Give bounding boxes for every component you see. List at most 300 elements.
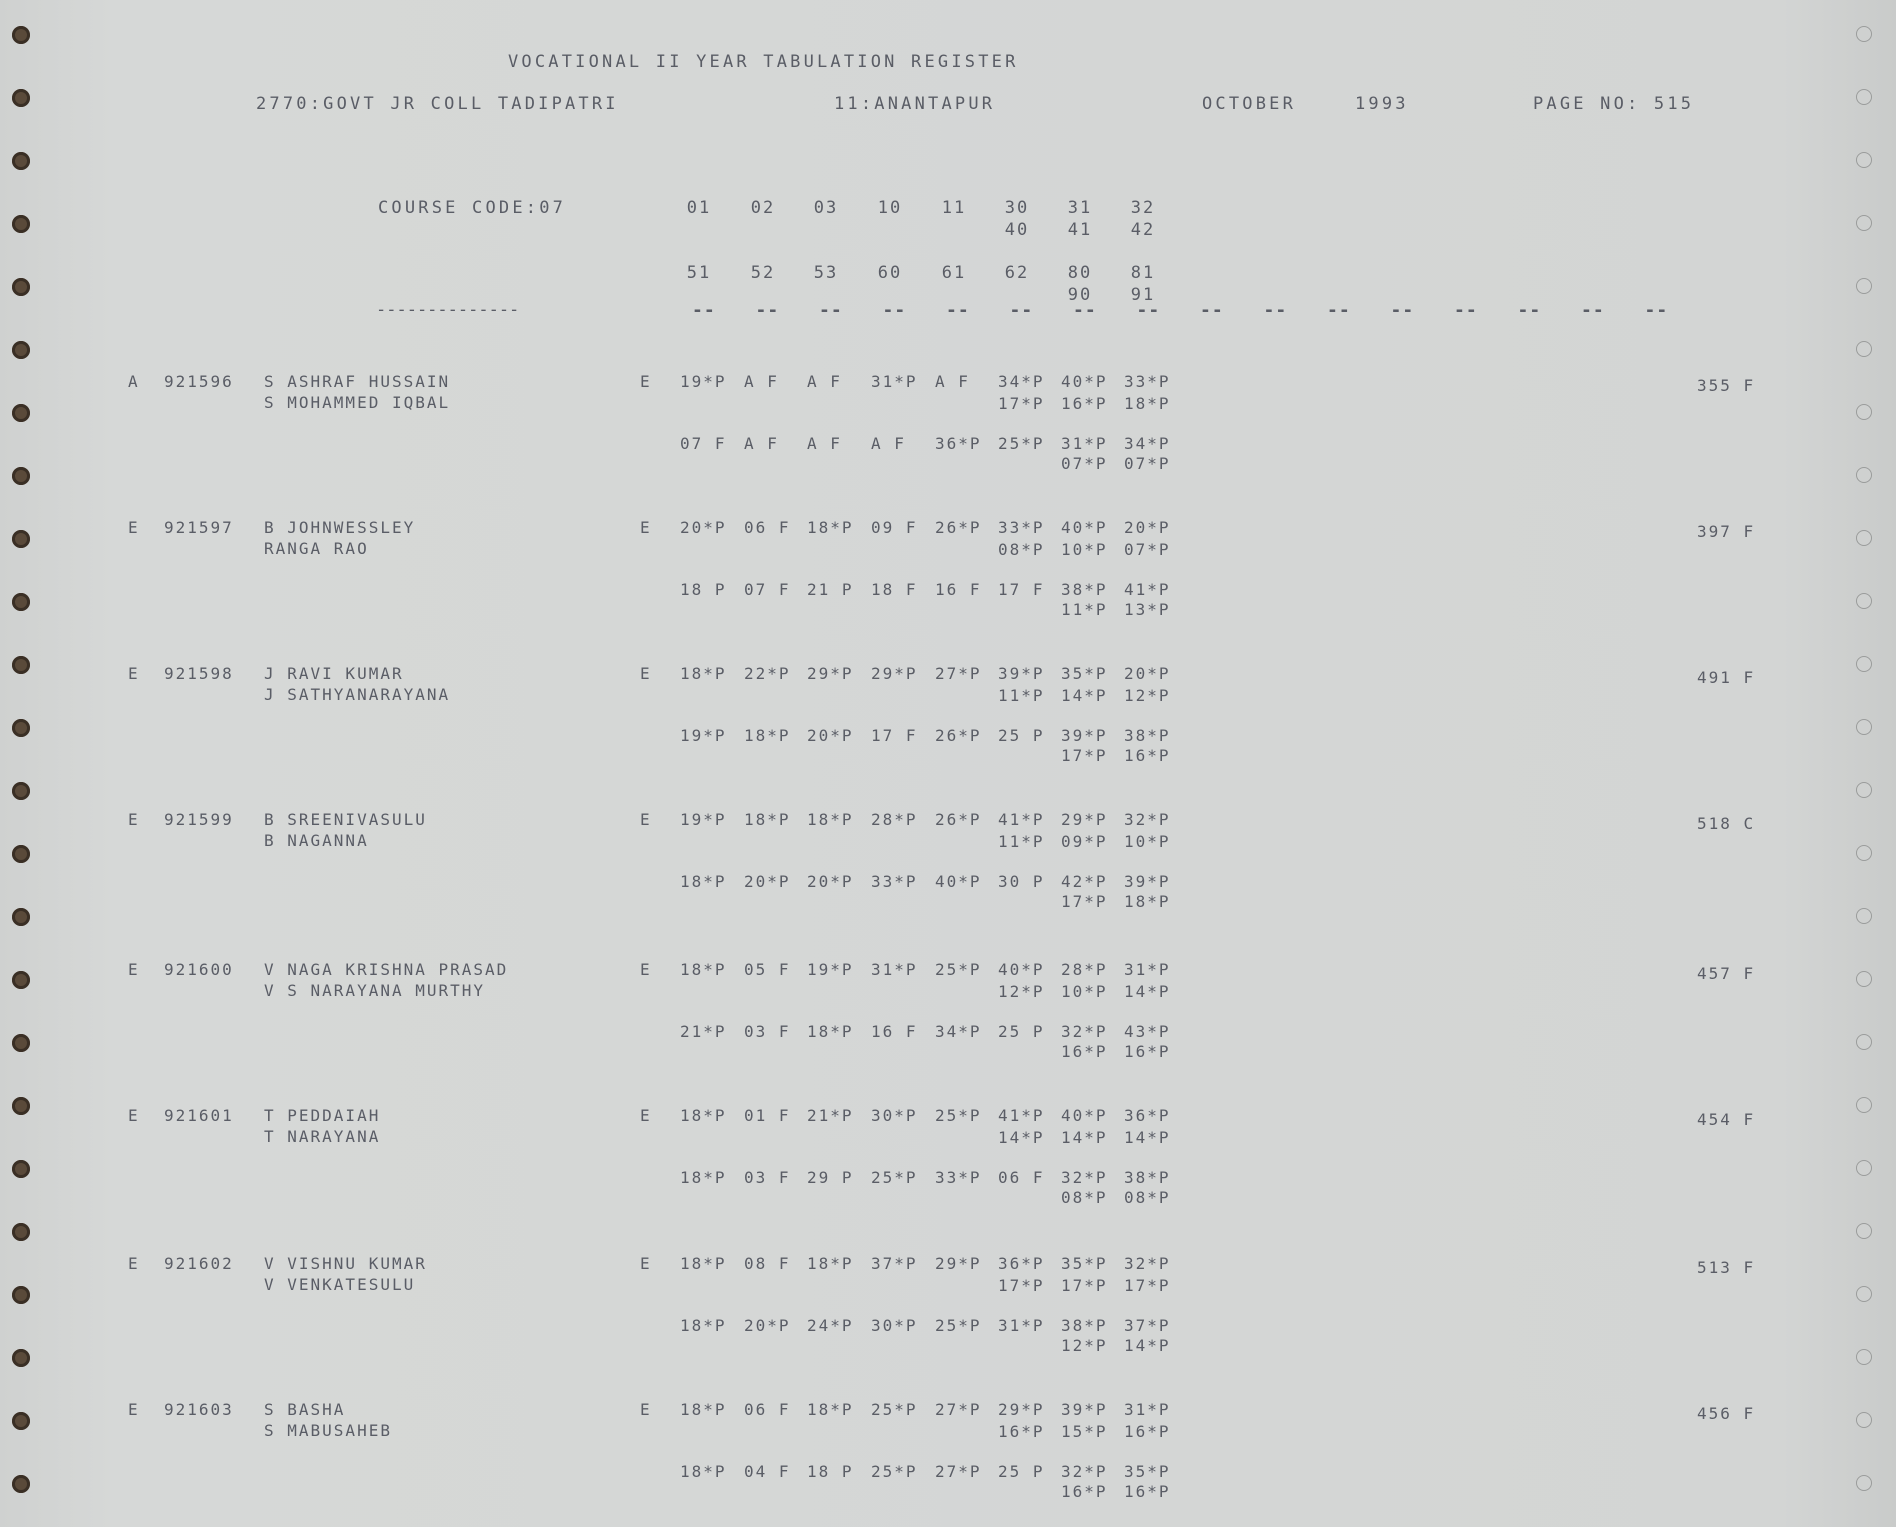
mark-cell: 11*P: [998, 832, 1045, 851]
column-dash: --: [1263, 300, 1288, 321]
mark-cell: 28*P: [1061, 960, 1108, 979]
mark-cell: 25*P: [935, 1316, 982, 1335]
feed-hole: [12, 1034, 30, 1052]
column-dash: --: [1136, 300, 1161, 321]
mark-cell: 17*P: [998, 394, 1045, 413]
mark-cell: 18*P: [807, 1254, 854, 1273]
feed-hole: [1856, 782, 1872, 798]
mark-cell: 25*P: [998, 434, 1045, 453]
student-category: E: [128, 1400, 140, 1419]
mark-cell: 19*P: [680, 810, 727, 829]
mark-cell: 34*P: [935, 1022, 982, 1041]
mark-cell: 18*P: [807, 518, 854, 537]
column-dash: --: [1390, 300, 1415, 321]
mark-cell: A F: [744, 372, 779, 391]
mark-cell: 14*P: [998, 1128, 1045, 1147]
medium-code: E: [640, 1106, 652, 1125]
feed-hole: [12, 1349, 30, 1367]
register-number: 921598: [164, 664, 234, 683]
mark-cell: 37*P: [871, 1254, 918, 1273]
course-code: COURSE CODE:07: [378, 198, 567, 218]
feed-hole: [1856, 1034, 1872, 1050]
mark-cell: 27*P: [935, 664, 982, 683]
total-result: 513 F: [1697, 1258, 1756, 1277]
mark-cell: 17*P: [998, 1276, 1045, 1295]
column-dash: --: [946, 300, 970, 321]
feed-hole: [1856, 1412, 1872, 1428]
subject-code: 91: [1130, 285, 1156, 305]
mark-cell: 10*P: [1061, 982, 1108, 1001]
mark-cell: 15*P: [1061, 1422, 1108, 1441]
mark-cell: 18*P: [807, 1022, 854, 1041]
subject-code: 60: [877, 263, 903, 283]
mark-cell: 25 P: [998, 726, 1045, 745]
feed-hole: [1856, 908, 1872, 924]
register-number: 921596: [164, 372, 234, 391]
student-name: B SREENIVASULU: [264, 810, 427, 829]
mark-cell: 32*P: [1124, 1254, 1171, 1273]
total-result: 355 F: [1697, 376, 1756, 395]
mark-cell: 10*P: [1124, 832, 1171, 851]
mark-cell: 10*P: [1061, 540, 1108, 559]
mark-cell: 36*P: [1124, 1106, 1171, 1125]
feed-hole: [12, 278, 30, 296]
mark-cell: 33*P: [998, 518, 1045, 537]
mark-cell: 40*P: [1061, 518, 1108, 537]
mark-cell: 33*P: [935, 1168, 982, 1187]
student-category: E: [128, 1106, 140, 1125]
feed-hole: [12, 26, 30, 44]
student-category: E: [128, 1254, 140, 1273]
register-title: VOCATIONAL II YEAR TABULATION REGISTER: [508, 52, 1019, 72]
mark-cell: 35*P: [1061, 664, 1108, 683]
mark-cell: 40*P: [1061, 1106, 1108, 1125]
register-number: 921600: [164, 960, 234, 979]
mark-cell: 39*P: [1124, 872, 1171, 891]
mark-cell: 17*P: [1061, 746, 1108, 765]
feed-hole: [1856, 719, 1872, 735]
mark-cell: 42*P: [1061, 872, 1108, 891]
mark-cell: A F: [807, 434, 842, 453]
mark-cell: A F: [807, 372, 842, 391]
mark-cell: 31*P: [998, 1316, 1045, 1335]
column-dash: --: [1327, 300, 1351, 321]
column-dash: --: [1644, 300, 1669, 321]
mark-cell: 18 P: [807, 1462, 854, 1481]
mark-cell: 29 P: [807, 1168, 854, 1187]
feed-hole: [1856, 845, 1872, 861]
mark-cell: 16*P: [1061, 1042, 1108, 1061]
feed-hole: [12, 971, 30, 989]
subject-code: 02: [750, 198, 776, 218]
district-name: 11:ANANTAPUR: [834, 94, 996, 114]
column-dash: --: [1009, 300, 1034, 321]
mark-cell: A F: [935, 372, 970, 391]
mark-cell: 25 P: [998, 1022, 1045, 1041]
subject-code: 52: [750, 263, 776, 283]
father-name: T NARAYANA: [264, 1127, 381, 1146]
medium-code: E: [640, 518, 652, 537]
page-number: PAGE NO: 515: [1533, 94, 1695, 114]
medium-code: E: [640, 960, 652, 979]
mark-cell: 20*P: [1124, 518, 1171, 537]
mark-cell: 18*P: [680, 872, 727, 891]
subject-code: 01: [686, 198, 712, 218]
mark-cell: 36*P: [998, 1254, 1045, 1273]
mark-cell: 18*P: [680, 1168, 727, 1187]
mark-cell: 18*P: [680, 1106, 727, 1125]
feed-hole: [12, 467, 30, 485]
mark-cell: 26*P: [935, 518, 982, 537]
mark-cell: 18*P: [744, 726, 791, 745]
mark-cell: 25*P: [871, 1400, 918, 1419]
mark-cell: 29*P: [998, 1400, 1045, 1419]
mark-cell: 08*P: [1124, 1188, 1171, 1207]
mark-cell: 29*P: [1061, 810, 1108, 829]
student-category: E: [128, 810, 140, 829]
column-dash: --: [1581, 300, 1605, 321]
subject-code: 30: [1004, 198, 1030, 218]
feed-hole: [1856, 656, 1872, 672]
header-rule: --------------: [376, 300, 520, 320]
mark-cell: 36*P: [935, 434, 982, 453]
total-result: 491 F: [1697, 668, 1756, 687]
mark-cell: 30*P: [871, 1316, 918, 1335]
mark-cell: 18*P: [1124, 394, 1171, 413]
subject-code: 53: [813, 263, 839, 283]
subject-code: 62: [1004, 263, 1030, 283]
mark-cell: 31*P: [1124, 960, 1171, 979]
mark-cell: 11*P: [998, 686, 1045, 705]
mark-cell: 39*P: [998, 664, 1045, 683]
column-dash: --: [1517, 300, 1542, 321]
mark-cell: 14*P: [1061, 686, 1108, 705]
feed-hole: [1856, 215, 1872, 231]
mark-cell: 30*P: [871, 1106, 918, 1125]
mark-cell: 14*P: [1124, 982, 1171, 1001]
mark-cell: 09*P: [1061, 832, 1108, 851]
feed-hole: [1856, 467, 1872, 483]
mark-cell: 17*P: [1124, 1276, 1171, 1295]
column-dash: --: [882, 300, 907, 321]
mark-cell: 08*P: [1061, 1188, 1108, 1207]
mark-cell: 04 F: [744, 1462, 791, 1481]
student-name: T PEDDAIAH: [264, 1106, 381, 1125]
feed-hole: [1856, 26, 1872, 42]
mark-cell: 41*P: [1124, 580, 1171, 599]
total-result: 397 F: [1697, 522, 1756, 541]
mark-cell: 18*P: [680, 1400, 727, 1419]
student-name: V NAGA KRISHNA PRASAD: [264, 960, 509, 979]
mark-cell: 16*P: [998, 1422, 1045, 1441]
mark-cell: 21 P: [807, 580, 854, 599]
college-name: 2770:GOVT JR COLL TADIPATRI: [256, 94, 619, 114]
mark-cell: 18 P: [680, 580, 727, 599]
student-name: V VISHNU KUMAR: [264, 1254, 427, 1273]
feed-hole: [1856, 1097, 1872, 1113]
mark-cell: 18 F: [871, 580, 918, 599]
feed-hole: [1856, 1286, 1872, 1302]
mark-cell: 16*P: [1124, 746, 1171, 765]
medium-code: E: [640, 664, 652, 683]
total-result: 518 C: [1697, 814, 1756, 833]
mark-cell: 07*P: [1124, 454, 1171, 473]
mark-cell: 20*P: [807, 726, 854, 745]
mark-cell: 17*P: [1061, 1276, 1108, 1295]
mark-cell: 37*P: [1124, 1316, 1171, 1335]
medium-code: E: [640, 810, 652, 829]
father-name: S MOHAMMED IQBAL: [264, 393, 451, 412]
mark-cell: 25*P: [871, 1168, 918, 1187]
mark-cell: 13*P: [1124, 600, 1171, 619]
mark-cell: 25 P: [998, 1462, 1045, 1481]
feed-hole: [1856, 971, 1872, 987]
mark-cell: 31*P: [871, 960, 918, 979]
feed-hole: [12, 89, 30, 107]
feed-hole: [12, 152, 30, 170]
mark-cell: 34*P: [998, 372, 1045, 391]
feed-hole: [12, 908, 30, 926]
mark-cell: 39*P: [1061, 726, 1108, 745]
mark-cell: 16*P: [1124, 1482, 1171, 1501]
mark-cell: 07 F: [744, 580, 791, 599]
mark-cell: 41*P: [998, 1106, 1045, 1125]
subject-code: 51: [686, 263, 712, 283]
mark-cell: 19*P: [680, 372, 727, 391]
mark-cell: 18*P: [680, 664, 727, 683]
feed-hole: [12, 530, 30, 548]
mark-cell: 17 F: [998, 580, 1045, 599]
feed-hole: [1856, 1160, 1872, 1176]
feed-hole: [12, 1160, 30, 1178]
feed-hole: [12, 215, 30, 233]
feed-hole: [12, 845, 30, 863]
subject-code: 40: [1004, 220, 1030, 240]
mark-cell: 16*P: [1061, 394, 1108, 413]
mark-cell: 20*P: [807, 872, 854, 891]
mark-cell: 41*P: [998, 810, 1045, 829]
father-name: V S NARAYANA MURTHY: [264, 981, 486, 1000]
exam-year: 1993: [1355, 94, 1409, 114]
column-dash: --: [1073, 300, 1097, 321]
mark-cell: 07 F: [680, 434, 727, 453]
mark-cell: 25*P: [935, 960, 982, 979]
medium-code: E: [640, 1254, 652, 1273]
mark-cell: 31*P: [1061, 434, 1108, 453]
mark-cell: 17*P: [1061, 892, 1108, 911]
mark-cell: 14*P: [1124, 1128, 1171, 1147]
mark-cell: 16*P: [1124, 1042, 1171, 1061]
subject-code: 32: [1130, 198, 1156, 218]
subject-code: 11: [941, 198, 967, 218]
mark-cell: 03 F: [744, 1168, 791, 1187]
mark-cell: 05 F: [744, 960, 791, 979]
total-result: 454 F: [1697, 1110, 1756, 1129]
mark-cell: A F: [744, 434, 779, 453]
mark-cell: 11*P: [1061, 600, 1108, 619]
mark-cell: 18*P: [807, 1400, 854, 1419]
subject-code: 61: [941, 263, 967, 283]
medium-code: E: [640, 1400, 652, 1419]
mark-cell: 21*P: [807, 1106, 854, 1125]
column-dash: --: [692, 300, 716, 321]
father-name: J SATHYANARAYANA: [264, 685, 451, 704]
father-name: B NAGANNA: [264, 831, 369, 850]
feed-hole: [12, 341, 30, 359]
subject-code: 31: [1067, 198, 1093, 218]
mark-cell: 22*P: [744, 664, 791, 683]
mark-cell: 26*P: [935, 810, 982, 829]
father-name: S MABUSAHEB: [264, 1421, 392, 1440]
mark-cell: 19*P: [680, 726, 727, 745]
mark-cell: 18*P: [680, 1462, 727, 1481]
feed-hole: [1856, 404, 1872, 420]
mark-cell: 38*P: [1061, 580, 1108, 599]
mark-cell: 35*P: [1124, 1462, 1171, 1481]
feed-hole: [1856, 1475, 1872, 1491]
mark-cell: 06 F: [998, 1168, 1045, 1187]
feed-hole: [1856, 530, 1872, 546]
mark-cell: 12*P: [998, 982, 1045, 1001]
student-category: E: [128, 664, 140, 683]
register-number: 921603: [164, 1400, 234, 1419]
feed-hole: [1856, 593, 1872, 609]
feed-hole: [12, 404, 30, 422]
medium-code: E: [640, 372, 652, 391]
mark-cell: 01 F: [744, 1106, 791, 1125]
mark-cell: 09 F: [871, 518, 918, 537]
feed-hole: [12, 1412, 30, 1430]
feed-hole: [1856, 1223, 1872, 1239]
student-category: A: [128, 372, 140, 391]
mark-cell: 19*P: [807, 960, 854, 979]
mark-cell: 21*P: [680, 1022, 727, 1041]
mark-cell: 29*P: [871, 664, 918, 683]
mark-cell: 08 F: [744, 1254, 791, 1273]
mark-cell: 32*P: [1061, 1168, 1108, 1187]
mark-cell: 18*P: [807, 810, 854, 829]
mark-cell: 16 F: [935, 580, 982, 599]
left-tractor-holes: [8, 0, 38, 1527]
mark-cell: 26*P: [935, 726, 982, 745]
mark-cell: 38*P: [1124, 726, 1171, 745]
feed-hole: [12, 719, 30, 737]
mark-cell: 27*P: [935, 1400, 982, 1419]
mark-cell: 32*P: [1124, 810, 1171, 829]
mark-cell: 14*P: [1061, 1128, 1108, 1147]
student-name: S ASHRAF HUSSAIN: [264, 372, 451, 391]
student-category: E: [128, 518, 140, 537]
register-number: 921599: [164, 810, 234, 829]
student-name: S BASHA: [264, 1400, 346, 1419]
feed-hole: [1856, 1349, 1872, 1365]
subject-code: 80: [1067, 263, 1093, 283]
column-dash: --: [819, 300, 843, 321]
column-dash: --: [755, 300, 780, 321]
feed-hole: [1856, 152, 1872, 168]
subject-code: 03: [813, 198, 839, 218]
subject-code: 10: [877, 198, 903, 218]
feed-hole: [1856, 89, 1872, 105]
mark-cell: 17 F: [871, 726, 918, 745]
subject-code: 90: [1067, 285, 1093, 305]
mark-cell: 06 F: [744, 518, 791, 537]
subject-code: 81: [1130, 263, 1156, 283]
mark-cell: 29*P: [935, 1254, 982, 1273]
right-tractor-holes: [1852, 0, 1882, 1527]
feed-hole: [12, 1223, 30, 1241]
mark-cell: 12*P: [1124, 686, 1171, 705]
student-category: E: [128, 960, 140, 979]
father-name: RANGA RAO: [264, 539, 369, 558]
mark-cell: 16 F: [871, 1022, 918, 1041]
register-number: 921602: [164, 1254, 234, 1273]
exam-month: OCTOBER: [1202, 94, 1297, 114]
mark-cell: 24*P: [807, 1316, 854, 1335]
mark-cell: 32*P: [1061, 1462, 1108, 1481]
mark-cell: 20*P: [744, 872, 791, 891]
mark-cell: 40*P: [1061, 372, 1108, 391]
mark-cell: 29*P: [807, 664, 854, 683]
mark-cell: 33*P: [871, 872, 918, 891]
mark-cell: 38*P: [1124, 1168, 1171, 1187]
subject-code: 41: [1067, 220, 1093, 240]
mark-cell: 33*P: [1124, 372, 1171, 391]
mark-cell: 18*P: [680, 960, 727, 979]
mark-cell: A F: [871, 434, 906, 453]
mark-cell: 28*P: [871, 810, 918, 829]
feed-hole: [12, 593, 30, 611]
mark-cell: 39*P: [1061, 1400, 1108, 1419]
mark-cell: 27*P: [935, 1462, 982, 1481]
feed-hole: [1856, 341, 1872, 357]
total-result: 457 F: [1697, 964, 1756, 983]
feed-hole: [12, 1286, 30, 1304]
mark-cell: 34*P: [1124, 434, 1171, 453]
feed-hole: [12, 1097, 30, 1115]
mark-cell: 43*P: [1124, 1022, 1171, 1041]
student-name: J RAVI KUMAR: [264, 664, 404, 683]
father-name: V VENKATESULU: [264, 1275, 416, 1294]
mark-cell: 25*P: [935, 1106, 982, 1125]
feed-hole: [12, 656, 30, 674]
mark-cell: 20*P: [680, 518, 727, 537]
mark-cell: 30 P: [998, 872, 1045, 891]
feed-hole: [12, 1475, 30, 1493]
mark-cell: 18*P: [680, 1254, 727, 1273]
mark-cell: 07*P: [1124, 540, 1171, 559]
mark-cell: 03 F: [744, 1022, 791, 1041]
mark-cell: 20*P: [1124, 664, 1171, 683]
mark-cell: 38*P: [1061, 1316, 1108, 1335]
mark-cell: 12*P: [1061, 1336, 1108, 1355]
feed-hole: [12, 782, 30, 800]
mark-cell: 31*P: [871, 372, 918, 391]
mark-cell: 35*P: [1061, 1254, 1108, 1273]
mark-cell: 25*P: [871, 1462, 918, 1481]
mark-cell: 18*P: [1124, 892, 1171, 911]
mark-cell: 40*P: [998, 960, 1045, 979]
mark-cell: 16*P: [1061, 1482, 1108, 1501]
mark-cell: 31*P: [1124, 1400, 1171, 1419]
mark-cell: 40*P: [935, 872, 982, 891]
mark-cell: 18*P: [744, 810, 791, 829]
mark-cell: 20*P: [744, 1316, 791, 1335]
subject-code: 42: [1130, 220, 1156, 240]
mark-cell: 16*P: [1124, 1422, 1171, 1441]
register-number: 921597: [164, 518, 234, 537]
student-name: B JOHNWESSLEY: [264, 518, 416, 537]
